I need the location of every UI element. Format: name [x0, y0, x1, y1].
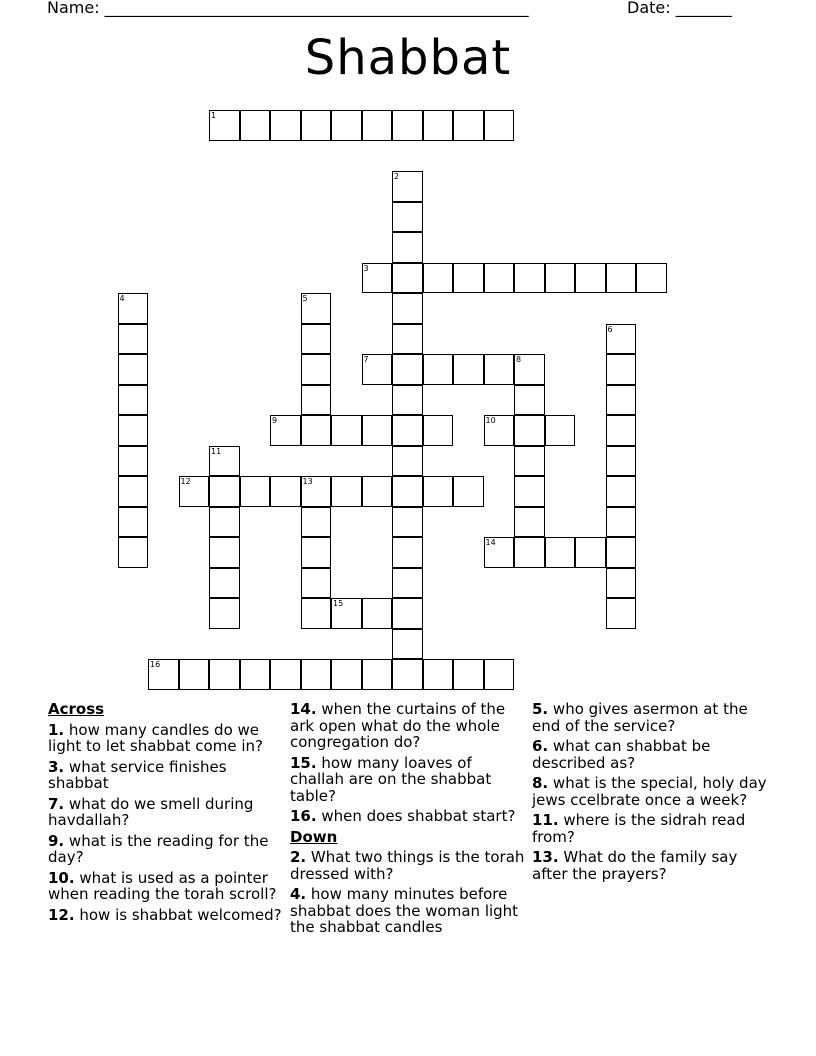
- clue-text: how many candles do we light to let shabbat come in?: [48, 720, 263, 755]
- clue-text: what do we smell during havdallah?: [48, 794, 254, 829]
- grid-cell[interactable]: [606, 568, 637, 599]
- grid-cell[interactable]: [209, 110, 240, 141]
- clue-number: 5.: [532, 700, 549, 718]
- cell-number: 9: [272, 416, 278, 425]
- grid-cell[interactable]: [606, 324, 637, 355]
- clue-text: who gives asermon at the end of the service?: [532, 700, 748, 735]
- grid-cell[interactable]: [362, 415, 393, 446]
- grid-cell[interactable]: [423, 659, 454, 690]
- cell-number: 3: [363, 263, 369, 273]
- grid-cell[interactable]: [301, 293, 332, 324]
- across-heading: Across: [48, 700, 105, 718]
- clue-down-8: [532, 775, 772, 808]
- grid-cell[interactable]: [301, 568, 332, 599]
- grid-cell[interactable]: [636, 263, 667, 294]
- grid-cell[interactable]: [606, 354, 637, 385]
- grid-cell[interactable]: [179, 476, 210, 507]
- grid-cell[interactable]: [484, 537, 515, 568]
- clue-text: when does shabbat start?: [321, 807, 516, 825]
- grid-cell[interactable]: [301, 324, 332, 355]
- clue-number: 7.: [48, 794, 65, 813]
- grid-cell[interactable]: [606, 598, 637, 629]
- grid-cell[interactable]: [118, 385, 149, 416]
- clue-number: 10.: [48, 868, 75, 887]
- grid-cell[interactable]: [484, 263, 515, 294]
- grid-cell[interactable]: [118, 507, 149, 538]
- cell-number: 13: [302, 477, 313, 486]
- clue-across-14: [290, 701, 530, 751]
- grid-cell[interactable]: [514, 476, 545, 507]
- clue-across-9: [48, 833, 288, 866]
- grid-cell[interactable]: [209, 568, 240, 599]
- clue-number: 9.: [48, 831, 65, 850]
- clue-text: what is used as a pointer when reading the torah scroll?: [48, 868, 277, 903]
- grid-cell[interactable]: [545, 415, 576, 446]
- clue-number: 13.: [532, 848, 559, 866]
- grid-cell[interactable]: [453, 476, 484, 507]
- grid-cell[interactable]: [392, 202, 423, 233]
- grid-cell[interactable]: [331, 415, 362, 446]
- grid-cell[interactable]: [392, 324, 423, 355]
- cell-number: 5: [302, 294, 308, 303]
- cell-number: 11: [211, 446, 222, 456]
- grid-cell[interactable]: [362, 354, 393, 385]
- grid-cell[interactable]: [453, 263, 484, 294]
- grid-cell[interactable]: [392, 354, 423, 385]
- grid-cell[interactable]: [484, 110, 515, 141]
- clue-text: how many minutes before shabbat does the woman light the shabbat candles: [290, 885, 519, 936]
- grid-cell[interactable]: [392, 598, 423, 629]
- grid-cell[interactable]: [484, 354, 515, 385]
- grid-cell[interactable]: [392, 537, 423, 568]
- clue-down-5: [532, 701, 772, 734]
- grid-cell[interactable]: [362, 598, 393, 629]
- grid-cell[interactable]: [301, 476, 332, 507]
- grid-cell[interactable]: [484, 659, 515, 690]
- grid-cell[interactable]: [392, 659, 423, 690]
- clue-text: what can shabbat be described as?: [532, 737, 711, 772]
- grid-cell[interactable]: [392, 476, 423, 507]
- grid-cell[interactable]: [392, 385, 423, 416]
- clue-across-16: [290, 808, 530, 825]
- grid-cell[interactable]: [270, 415, 301, 446]
- cell-number: 4: [119, 294, 125, 303]
- cell-number: 15: [333, 599, 344, 608]
- grid-cell[interactable]: [331, 110, 362, 141]
- clue-across-15: [290, 755, 530, 805]
- grid-cell[interactable]: [270, 110, 301, 141]
- grid-cell[interactable]: [301, 507, 332, 538]
- grid-cell[interactable]: [545, 537, 576, 568]
- grid-cell[interactable]: [392, 171, 423, 202]
- clue-number: 12.: [48, 905, 75, 924]
- grid-cell[interactable]: [392, 446, 423, 477]
- clue-across-7: [48, 796, 288, 829]
- cell-number: 16: [150, 660, 161, 669]
- clue-number: 6.: [532, 737, 549, 755]
- grid-cell[interactable]: [301, 598, 332, 629]
- cell-number: 8: [516, 355, 522, 364]
- clue-down-11: [532, 812, 772, 845]
- clue-text: what service finishes shabbat: [48, 757, 227, 792]
- grid-cell[interactable]: [240, 110, 271, 141]
- grid-cell[interactable]: [392, 263, 423, 294]
- grid-cell[interactable]: [514, 537, 545, 568]
- cell-number: 14: [485, 538, 496, 547]
- grid-cell[interactable]: [148, 659, 179, 690]
- grid-cell[interactable]: [514, 354, 545, 385]
- grid-cell[interactable]: [423, 110, 454, 141]
- clue-number: 14.: [290, 700, 317, 718]
- grid-cell[interactable]: [392, 232, 423, 263]
- clue-text: What do the family say after the prayers?: [532, 848, 738, 883]
- grid-cell[interactable]: [118, 476, 149, 507]
- clue-text: What two things is the torah dressed with?: [290, 848, 525, 883]
- clue-text: how is shabbat welcomed?: [79, 905, 282, 924]
- grid-cell[interactable]: [118, 354, 149, 385]
- grid-cell[interactable]: [606, 476, 637, 507]
- grid-cell[interactable]: [301, 354, 332, 385]
- clue-number: 2.: [290, 848, 307, 866]
- cell-number: 7: [363, 355, 369, 364]
- puzzle-title: Shabbat: [304, 30, 512, 86]
- grid-cell[interactable]: [301, 385, 332, 416]
- grid-cell[interactable]: [514, 263, 545, 294]
- grid-cell[interactable]: [392, 568, 423, 599]
- grid-cell[interactable]: [118, 537, 149, 568]
- grid-cell[interactable]: [606, 263, 637, 294]
- grid-cell[interactable]: [545, 263, 576, 294]
- grid-cell[interactable]: [392, 415, 423, 446]
- grid-cell[interactable]: [484, 415, 515, 446]
- clue-number: 3.: [48, 757, 65, 776]
- grid-cell[interactable]: [301, 659, 332, 690]
- grid-cell[interactable]: [514, 385, 545, 416]
- clue-down-6: [532, 738, 772, 771]
- clue-across-10: [48, 870, 288, 903]
- grid-cell[interactable]: [331, 476, 362, 507]
- down-heading: Down: [290, 827, 338, 846]
- grid-cell[interactable]: [209, 507, 240, 538]
- cell-number: 6: [607, 324, 613, 334]
- grid-cell[interactable]: [270, 476, 301, 507]
- clue-text: how many loaves of challah are on the shabbat table?: [290, 753, 492, 805]
- grid-cell[interactable]: [301, 110, 332, 141]
- cell-number: 1: [211, 111, 217, 120]
- clue-number: 8.: [532, 774, 549, 792]
- clue-number: 15.: [290, 753, 317, 772]
- grid-cell[interactable]: [514, 415, 545, 446]
- grid-cell[interactable]: [392, 110, 423, 141]
- clue-text: what is the reading for the day?: [48, 831, 269, 866]
- grid-cell[interactable]: [575, 537, 606, 568]
- cell-number: 2: [394, 172, 400, 181]
- grid-cell[interactable]: [118, 293, 149, 324]
- grid-cell[interactable]: [301, 537, 332, 568]
- grid-cell[interactable]: [331, 598, 362, 629]
- grid-cell[interactable]: [453, 659, 484, 690]
- grid-cell[interactable]: [301, 415, 332, 446]
- clue-across-3: [48, 759, 288, 792]
- grid-cell[interactable]: [240, 659, 271, 690]
- clue-across-1: [48, 722, 288, 755]
- grid-cell[interactable]: [118, 415, 149, 446]
- name-field: Name: _____________________________________________________: [47, 0, 529, 17]
- grid-cell[interactable]: [453, 110, 484, 141]
- grid-cell[interactable]: [240, 476, 271, 507]
- grid-cell[interactable]: [118, 324, 149, 355]
- grid-cell[interactable]: [453, 354, 484, 385]
- clue-number: 1.: [48, 720, 65, 739]
- clue-down-4: [290, 886, 530, 936]
- grid-cell[interactable]: [575, 263, 606, 294]
- grid-cell[interactable]: [362, 659, 393, 690]
- grid-cell[interactable]: [423, 263, 454, 294]
- clue-text: what is the special, holy day jews ccelbrate once a week?: [532, 774, 767, 809]
- grid-cell[interactable]: [423, 415, 454, 446]
- grid-cell[interactable]: [179, 659, 210, 690]
- clue-number: 11.: [532, 811, 559, 829]
- grid-cell[interactable]: [209, 537, 240, 568]
- grid-cell[interactable]: [392, 507, 423, 538]
- grid-cell[interactable]: [514, 446, 545, 477]
- cell-number: 10: [485, 416, 496, 425]
- clue-number: 4.: [290, 885, 307, 903]
- grid-cell[interactable]: [270, 659, 301, 690]
- clue-number: 16.: [290, 807, 317, 825]
- grid-cell[interactable]: [392, 629, 423, 660]
- clue-down-13: [532, 849, 772, 882]
- grid-cell[interactable]: [209, 476, 240, 507]
- clue-column-2: [290, 701, 530, 940]
- grid-cell[interactable]: [606, 507, 637, 538]
- date-field: Date: _______: [627, 0, 732, 17]
- grid-cell[interactable]: [209, 598, 240, 629]
- grid-cell[interactable]: [606, 537, 637, 568]
- clue-across-12: [48, 907, 288, 924]
- grid-cell[interactable]: [514, 507, 545, 538]
- grid-cell[interactable]: [362, 263, 393, 294]
- grid-cell[interactable]: [392, 293, 423, 324]
- grid-cell[interactable]: [423, 354, 454, 385]
- clue-text: when the curtains of the ark open what do the whole congregation do?: [290, 700, 506, 751]
- grid-cell[interactable]: [209, 659, 240, 690]
- grid-cell[interactable]: [423, 476, 454, 507]
- clue-column-1: [48, 701, 288, 927]
- grid-cell[interactable]: [606, 446, 637, 477]
- grid-cell[interactable]: [209, 446, 240, 477]
- clue-text: where is the sidrah read from?: [532, 811, 746, 846]
- grid-cell[interactable]: [362, 110, 393, 141]
- cell-number: 12: [180, 477, 191, 486]
- grid-cell[interactable]: [606, 385, 637, 416]
- grid-cell[interactable]: [362, 476, 393, 507]
- grid-cell[interactable]: [118, 446, 149, 477]
- grid-cell[interactable]: [606, 415, 637, 446]
- clue-column-3: [532, 701, 772, 886]
- clue-down-2: [290, 849, 530, 882]
- grid-cell[interactable]: [331, 659, 362, 690]
